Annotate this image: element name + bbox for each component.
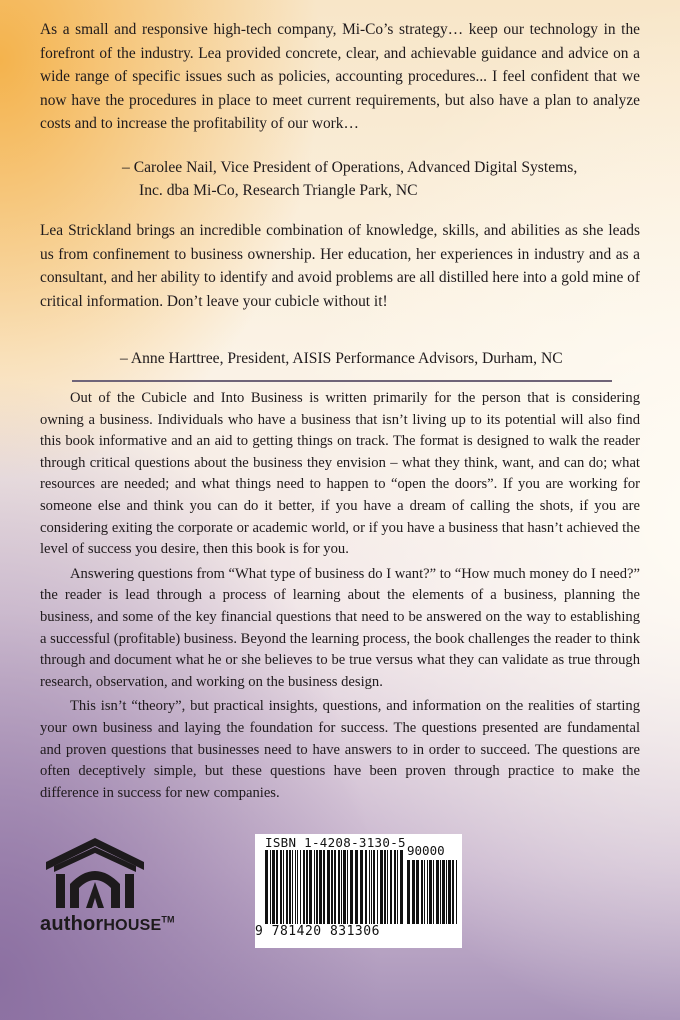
ean-digits: 9 781420 831306 [255, 924, 380, 939]
price-addon-bars [407, 860, 459, 924]
price-code: 90000 [407, 843, 445, 858]
testimonial-attribution-2: – Anne Harttree, President, AISIS Performance Advisors, Durham, NC [120, 350, 563, 367]
testimonial-quote-1: As a small and responsive high-tech company, Mi-Co’s strategy… keep our technology in the forefront of the industry. Lea provided concrete, clear, and achievable guidance and advice on a wide range of specific issues such as policies, accounting procedures... I feel confident that we now have the procedures in place to meet current requirements, but also have a plan to analyze costs and to increase the profitability of our work… [40, 21, 640, 133]
testimonial-quote-2: Lea Strickland brings an incredible combination of knowledge, skills, and abilities as she leads us from confinement to business ownership. Her education, her experiences in industry and as a consultant, and her ability to identify and avoid problems are all distilled here into a gold mine of critical information. Don’t leave your cubicle without it! [40, 222, 640, 310]
isbn-label: ISBN 1-4208-3130-5 [265, 835, 406, 850]
description-paragraph-2: Answering questions from “What type of business do I want?” to “How much money do I need?” the reader is lead through a process of learning about the elements of a business, planning the business, and some of the key financial questions that need to be answered on the way to establishing a successful (profitable) business. Beyond the learning process, the book challenges the reader to think through and document what he or she believes to be true versus what they can validate as true through research, observation, and working on the business design. [40, 565, 640, 690]
publisher-logo [40, 836, 190, 946]
testimonial-attribution-1b: Inc. dba Mi-Co, Research Triangle Park, NC [139, 182, 418, 199]
divider-rule [72, 380, 612, 382]
description-paragraph-1: Out of the Cubicle and Into Business is written primarily for the person that is considering owning a business. Individuals who have a business that isn’t living up to its potential will also find this book informative and an aid to getting things on track. The format is designed to walk the reader through critical questions about the business they envision – what they think, want, and can do; what resources are needed; and what things need to happen to “open the doors”. If you are working for someone else and think you can do it better, if you have a dream of calling the shots, if you are considering exiting the corporate or academic world, or if you have a business that hasn’t achieved the level of success you desire, then this book is for you. [40, 390, 640, 558]
description-paragraph-3: This isn’t “theory”, but practical insights, questions, and information on the realities of starting your own business and laying the foundation for success. The questions presented are fundamental and proven questions that businesses need to have answers to in order to succeed. The questions are often deceptively simple, but these questions have been proven through practice to make the difference in success for new companies. [40, 698, 640, 801]
authorhouse-house-icon [40, 836, 190, 914]
isbn-barcode [255, 834, 462, 948]
testimonial-attribution-1a: – Carolee Nail, Vice President of Operations, Advanced Digital Systems, [122, 159, 578, 176]
publisher-name: authorHOUSE™ [40, 913, 175, 935]
book-description [40, 388, 640, 807]
ean-barcode-bars [265, 850, 405, 924]
